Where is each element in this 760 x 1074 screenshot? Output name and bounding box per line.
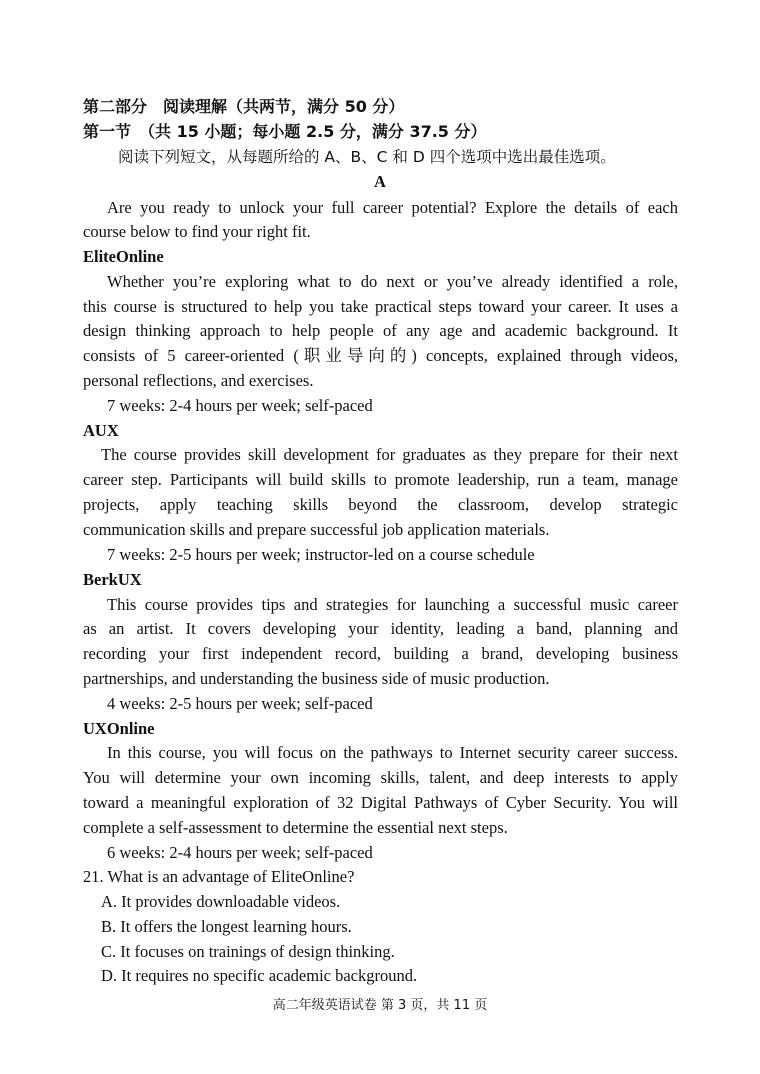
course-schedule: 7 weeks: 2-5 hours per week; instructor-led on a course schedule: [107, 545, 535, 564]
course-text-line: toward a meaningful exploration of 32 Digital Pathways of Cyber Security. You will: [83, 793, 678, 812]
course-name: BerkUX: [83, 570, 142, 589]
course-text-line: projects, apply teaching skills beyond the classroom, develop strategic: [83, 495, 678, 514]
course-name: EliteOnline: [83, 247, 164, 266]
course-text-line: design thinking approach to help people of any age and academic background. It: [83, 321, 678, 340]
course-schedule: 7 weeks: 2-4 hours per week; self-paced: [107, 396, 373, 415]
course-schedule: 6 weeks: 2-4 hours per week; self-paced: [107, 843, 373, 862]
instructions: 阅读下列短文，从每题所给的 A、B、C 和 D 四个选项中选出最佳选项。: [118, 148, 616, 166]
course-text-line: Whether you’re exploring what to do next or you’ve already identified a role,: [107, 272, 678, 291]
question-stem: 21. What is an advantage of EliteOnline?: [83, 867, 355, 886]
course-name: UXOnline: [83, 719, 155, 738]
course-text-line: as an artist. It covers developing your identity, leading a band, planning and: [83, 619, 678, 638]
course-name: AUX: [83, 421, 119, 440]
course-text-line: complete a self-assessment to determine the essential next steps.: [83, 818, 508, 837]
course-text-line: this course is structured to help you take practical steps toward your career. It uses a: [83, 297, 678, 316]
course-text-line: In this course, you will focus on the pathways to Internet security career success.: [107, 743, 678, 762]
answer-option-b: B. It offers the longest learning hours.: [101, 917, 352, 936]
course-text-line: This course provides tips and strategies for launching a successful music career: [107, 595, 678, 614]
passage-label: A: [374, 172, 386, 191]
course-text-line: The course provides skill development for graduates as they prepare for their next: [101, 445, 678, 464]
intro-line: Are you ready to unlock your full career potential? Explore the details of each: [107, 198, 678, 217]
answer-option-c: C. It focuses on trainings of design thinking.: [101, 942, 395, 961]
course-text-line: communication skills and prepare successful job application materials.: [83, 520, 550, 539]
answer-option-d: D. It requires no specific academic background.: [101, 966, 418, 985]
course-schedule: 4 weeks: 2-5 hours per week; self-paced: [107, 694, 373, 713]
intro-line: course below to find your right fit.: [83, 222, 311, 241]
course-text-line: career step. Participants will build skills to promote leadership, run a team, manage: [83, 470, 678, 489]
page-footer: 高二年级英语试卷 第 3 页，共 11 页: [272, 998, 488, 1013]
answer-option-a: A. It provides downloadable videos.: [101, 892, 341, 911]
section-title: 第一节 （共 15 小题；每小题 2.5 分，满分 37.5 分）: [83, 122, 487, 141]
part-title: 第二部分 阅读理解（共两节，满分 50 分）: [83, 97, 405, 116]
course-text-line: recording your first independent record, building a brand, developing business: [83, 644, 678, 663]
course-text-line: partnerships, and understanding the business side of music production.: [83, 669, 550, 688]
course-text-line: personal reflections, and exercises.: [83, 371, 314, 390]
course-text-line: consists of 5 career-oriented (职业导向的) concepts, explained through videos,: [83, 346, 678, 365]
course-text-line: You will determine your own incoming skills, talent, and deep interests to apply: [83, 768, 678, 787]
